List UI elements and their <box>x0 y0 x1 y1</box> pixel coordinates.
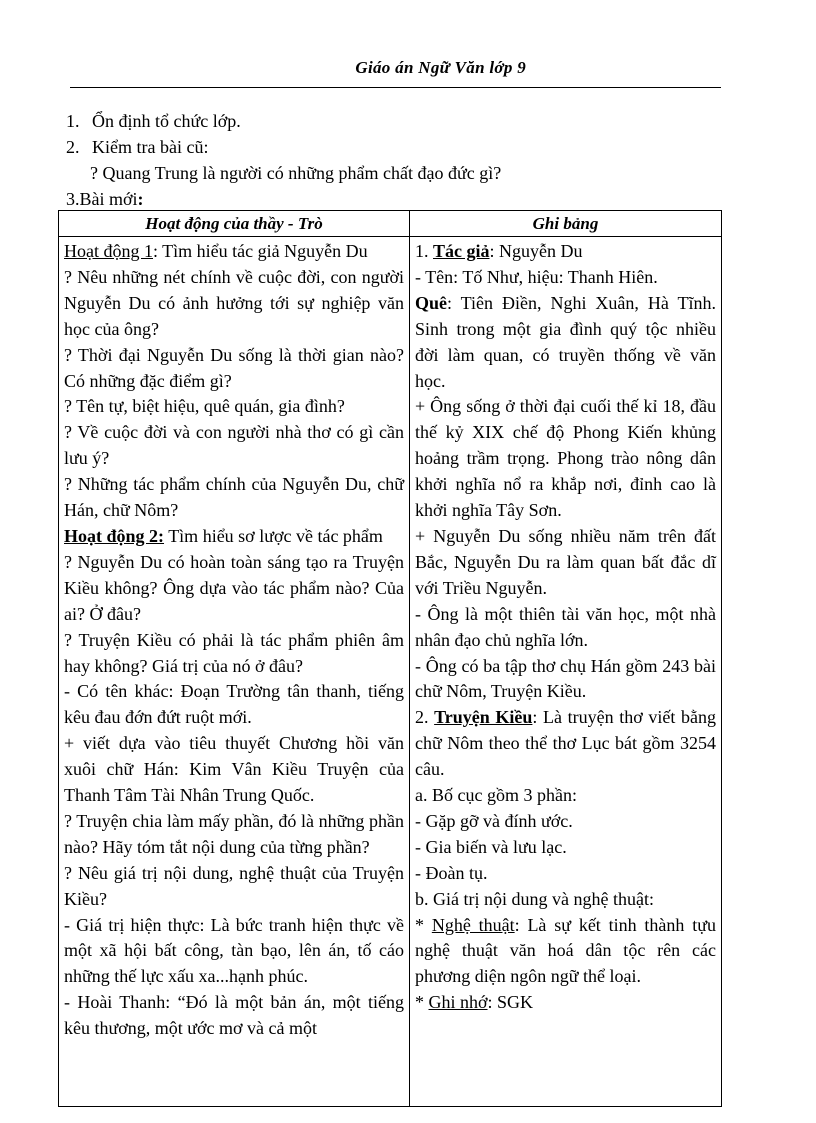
board-notes-column <box>410 237 722 1107</box>
section-1-heading <box>415 239 716 265</box>
remember-note <box>415 990 716 1016</box>
intro-item-2 <box>66 134 766 160</box>
review-question: ? Quang Trung là người có những phẩm chất đạo đức gì? <box>90 163 502 183</box>
answer-1: - Có tên khác: Đoạn Trường tân thanh, tiếng kêu đau đớn đứt ruột mới. <box>64 681 404 728</box>
hometown-text: : Tiên Điền, Nghi Xuân, Hà Tĩnh. Sinh trong một gia đình quý tộc nhiều đời làm quan, có truyền thống về văn học. <box>415 292 716 391</box>
hometown-line <box>415 291 716 395</box>
intro-section <box>66 108 766 212</box>
intro-item-number: 2. <box>66 137 80 157</box>
note-paragraph-1: + Ông sống ở thời đại cuối thế kỉ 18, đầu thế kỷ XIX chế độ Phong Kiến khủng hoảng trầm trọng. Phong trào nông dân khởi nghĩa nổ ra khắp nơi, đỉnh cao là khởi nghĩa Tây Sơn. <box>415 396 716 521</box>
remember-prefix: * <box>415 992 429 1013</box>
section-2-heading <box>415 705 716 783</box>
new-lesson-colon: : <box>137 189 144 209</box>
section-2-number: 2. <box>415 707 435 728</box>
intro-item-number: 1. <box>66 111 80 131</box>
lesson-table <box>58 210 722 1107</box>
activities-column <box>59 237 410 1107</box>
activity-2-label: Hoạt động 2: <box>64 525 165 546</box>
note-paragraph-2: + Nguyễn Du sống nhiều năm trên đất Bắc, Nguyễn Du ra làm quan bất đắc dĩ với Triều Nguyễn. <box>415 525 716 598</box>
intro-item-text: Ổn định tổ chức lớp. <box>92 111 241 131</box>
section-2-text: : Là truyện thơ viết bằng chữ Nôm theo thể thơ Lục bát gồm 3254 câu. <box>415 707 716 780</box>
table-header-row <box>59 211 722 237</box>
art-note <box>415 913 716 991</box>
hometown-label: Quê <box>415 292 448 313</box>
intro-item-1 <box>66 108 766 134</box>
activity-2-heading <box>64 524 404 550</box>
header-teacher-student: Hoạt động của thầy - Trò <box>59 211 410 237</box>
structure-part-2: - Gia biến và lưu lạc. <box>415 836 567 857</box>
question-3: ? Tên tự, biệt hiệu, quê quán, gia đình? <box>64 396 345 417</box>
new-lesson-heading <box>66 186 766 212</box>
value-heading: b. Giá trị nội dung và nghệ thuật: <box>415 888 654 909</box>
activity-2-text: Tìm hiểu sơ lược về tác phẩm <box>164 525 383 546</box>
section-1-text: : Nguyễn Du <box>489 241 583 261</box>
section-1-label: Tác giả <box>433 241 490 261</box>
note-paragraph-3: - Ông là một thiên tài văn học, một nhà nhân đạo chủ nghĩa lớn. <box>415 603 716 650</box>
art-text: : Là sự kết tinh thành tựu nghệ thuật văn hoá dân tộc rên các phương diện ngôn ngữ thể loại. <box>415 914 716 987</box>
structure-part-3: - Đoàn tụ. <box>415 862 488 883</box>
author-name-line: - Tên: Tố Như, hiệu: Thanh Hiên. <box>415 266 658 287</box>
activity-1-heading <box>64 239 404 265</box>
answer-2: + viết dựa vào tiêu thuyết Chương hồi văn xuôi chữ Hán: Kim Vân Kiều Truyện của Thanh Tâm Tài Nhân Trung Quốc. <box>64 733 404 806</box>
new-lesson-label: 3.Bài mới <box>66 189 138 209</box>
question-5: ? Những tác phẩm chính của Nguyễn Du, chữ Hán, chữ Nôm? <box>64 474 404 521</box>
table-content-row <box>59 237 722 1107</box>
art-prefix: * <box>415 914 432 935</box>
activity-1-text: : Tìm hiểu tác giả Nguyễn Du <box>153 241 368 261</box>
question-1: ? Nêu những nét chính về cuộc đời, con người Nguyễn Du có ảnh hưởng tới sự nghiệp văn học của ông? <box>64 266 404 339</box>
remember-text: : SGK <box>487 992 534 1013</box>
structure-part-1: - Gặp gỡ và đính ước. <box>415 810 573 831</box>
header-divider <box>70 87 721 88</box>
intro-item-text: Kiểm tra bài cũ: <box>92 137 209 157</box>
question-8: ? Truyện chia làm mấy phần, đó là những phần nào? Hãy tóm tắt nội dung của từng phần? <box>64 810 404 857</box>
activity-1-label: Hoạt động 1 <box>64 241 153 261</box>
question-6: ? Nguyễn Du có hoàn toàn sáng tạo ra Truyện Kiều không? Ông dựa vào tác phẩm nào? Của ai? Ở đâu? <box>64 551 404 624</box>
question-7: ? Truyện Kiều có phải là tác phẩm phiên âm hay không? Giá trị của nó ở đâu? <box>64 629 404 676</box>
note-paragraph-4: - Ông có ba tập thơ chụ Hán gồm 243 bài chữ Nôm, Truyện Kiều. <box>415 655 716 702</box>
section-1-number: 1. <box>415 241 433 261</box>
question-2: ? Thời đại Nguyễn Du sống là thời gian nào? Có những đặc điểm gì? <box>64 344 404 391</box>
question-4: ? Về cuộc đời và con người nhà thơ có gì cần lưu ý? <box>64 422 404 469</box>
section-2-label: Truyện Kiều <box>434 707 533 728</box>
answer-4: - Hoài Thanh: “Đó là một bản án, một tiếng kêu thương, một ước mơ và cả một <box>64 992 404 1039</box>
page-header-title: Giáo án Ngữ Văn lớp 9 <box>355 58 526 77</box>
answer-3: - Giá trị hiện thực: Là bức tranh hiện thực về một xã hội bất công, tàn bạo, lên án, tố cáo những thế lực xấu xa...hạnh phúc. <box>64 914 404 987</box>
header-board-notes: Ghi bảng <box>410 211 722 237</box>
remember-label: Ghi nhớ <box>428 992 488 1013</box>
question-9: ? Nêu giá trị nội dung, nghệ thuật của Truyện Kiều? <box>64 862 404 909</box>
structure-heading: a. Bố cục gồm 3 phần: <box>415 785 577 806</box>
art-label: Nghệ thuật <box>431 914 515 935</box>
